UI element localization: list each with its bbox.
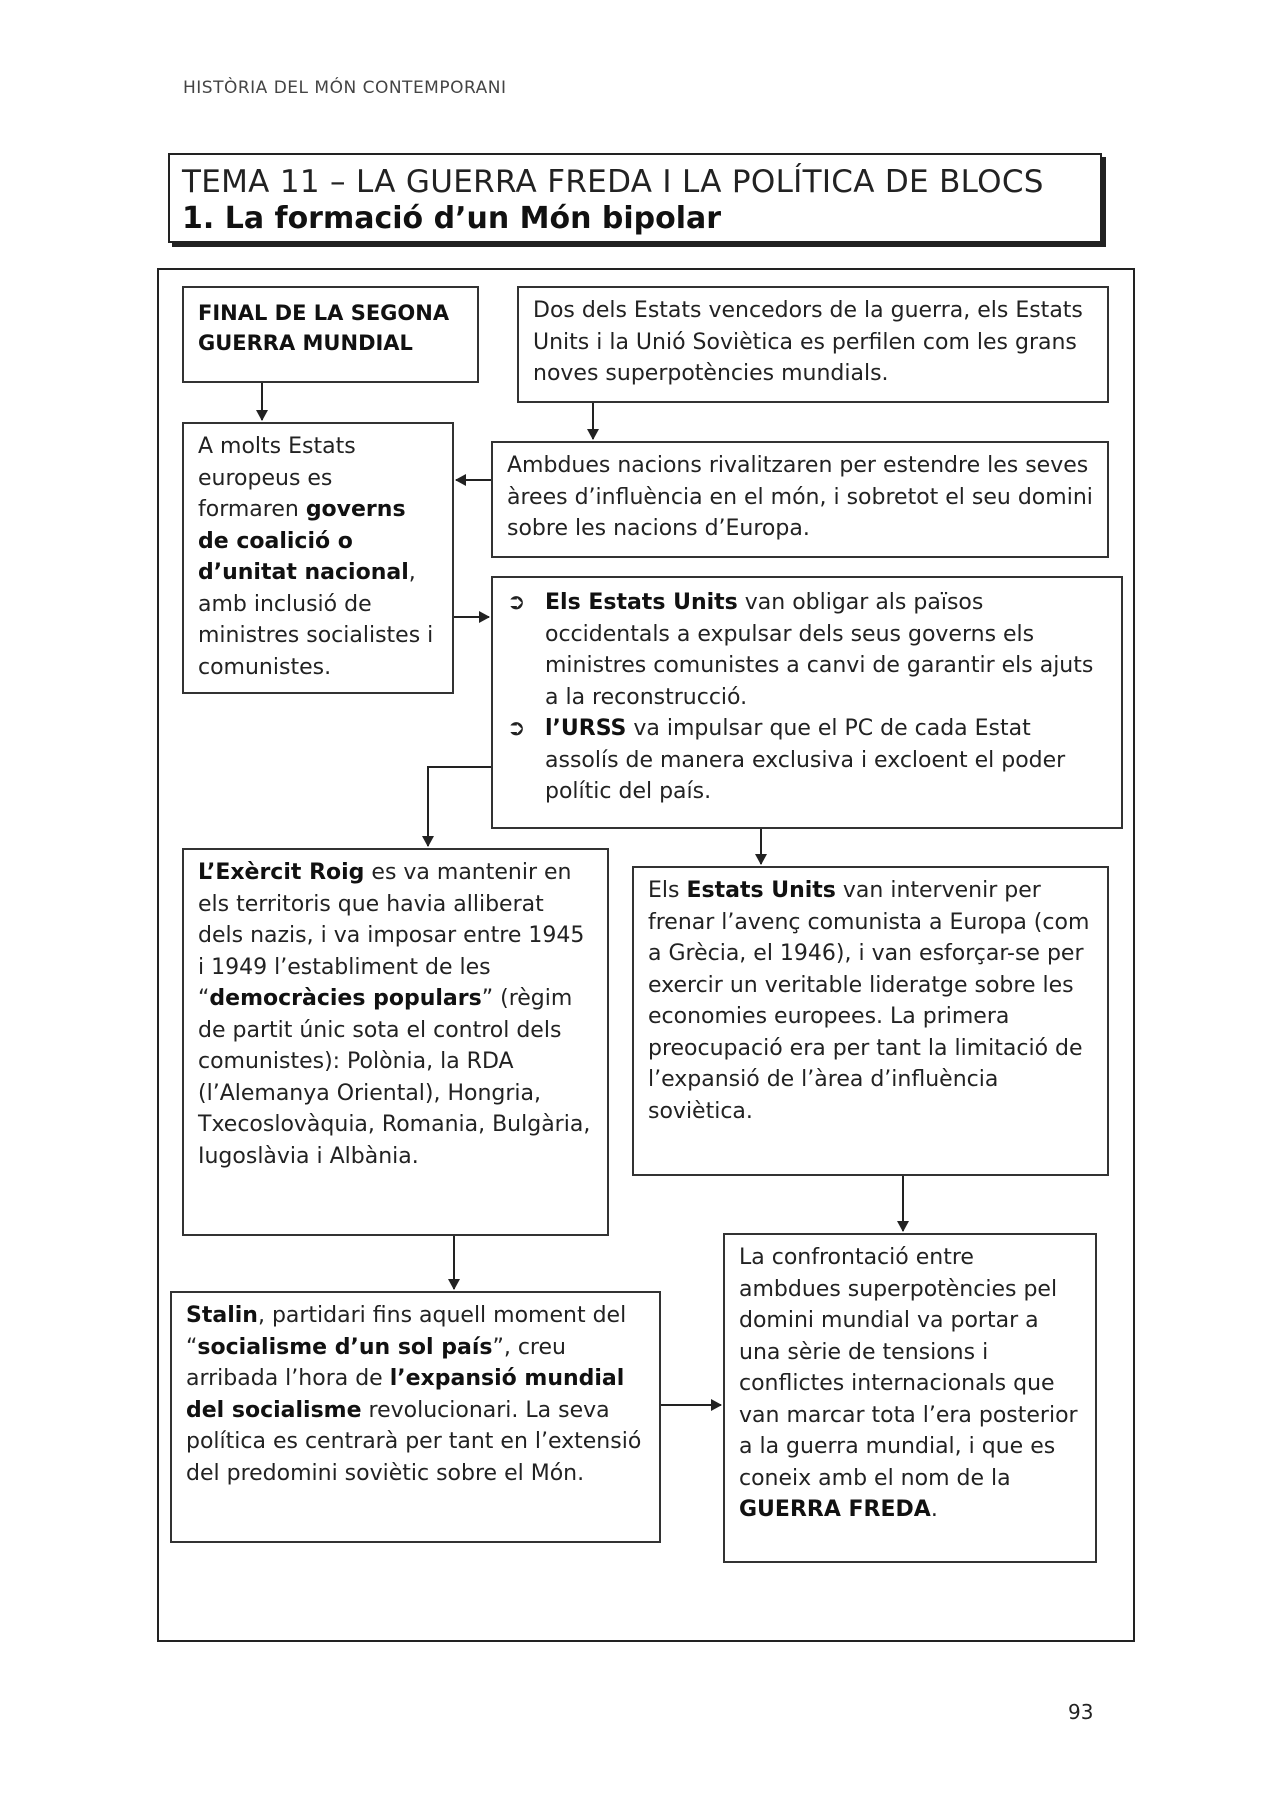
bold-span: democràcies populars [209,986,482,1011]
box-rivalitat-text: Ambdues nacions rivalitzaren per estendre les seves àrees d’influència en el món, i sobretot el seu domini sobre les nacions d’Europa. [507,453,1093,541]
text-span: ” (règim de partit únic sota el control dels comunistes): Polònia, la RDA (l’Alemanya Oriental), Hongria, Txecoslovàquia, Romania, Bulgària, Iugoslàvia i Albània. [198,986,591,1169]
box-superpotencies-text: Dos dels Estats vencedors de la guerra, els Estats Units i la Unió Soviètica es perfilen com les grans noves superpotències mundials. [533,298,1083,386]
text-span: van intervenir per frenar l’avenç comunista a Europa (com a Grècia, el 1946), i van esforçar-se per exercir un veritable lideratge sobre les economies europees. La primera preocupació era per tant la limitació de l’expansió de l’àrea d’influència soviètica. [648,878,1090,1124]
box-governs-coalicio [182,422,454,694]
bullet-urss [507,713,1107,808]
section-title: 1. La formació d’un Món bipolar [182,201,722,236]
text-span: A molts Estats europeus es formaren [198,434,356,522]
bold-span: Estats Units [686,878,836,903]
text-span: , partidari fins aquell moment del “ [186,1303,627,1360]
content [545,587,1107,713]
bold-span: l’URSS [545,716,627,741]
bold-span: GUERRA FREDA [739,1497,931,1522]
bold-span: Els Estats Units [545,590,738,615]
arrow-circle-right-icon: ➲ [507,590,526,615]
text-span: Els [648,878,687,903]
box-intervencio-eu [632,866,1109,1176]
chapter-title-box [168,153,1102,243]
text-span: ”, creu arribada l’hora de [186,1334,566,1391]
chapter-title: TEMA 11 – LA GUERRA FREDA I LA POLÍTICA DE BLOCS [182,164,1044,200]
box-final-guerra-text: FINAL DE LA SEGONA GUERRA MUNDIAL [198,301,450,355]
arrow-circle-right-icon: ➲ [507,716,526,741]
box-superpotencies [517,286,1109,403]
text-span: va impulsar que el PC de cada Estat assolís de manera exclusiva i excloent el poder polític del país. [545,716,1066,804]
bold-span: L’Exèrcit Roig [198,860,365,885]
text-span: La confrontació entre ambdues superpotències pel domini mundial va portar a una sèrie de tensions i conflictes internacionals que van marcar tota l’era posterior a la guerra mundial, i que es coneix amb el nom de la [739,1245,1078,1491]
running-header: HISTÒRIA DEL MÓN CONTEMPORANI [183,78,507,98]
text-span: revolucionari. La seva política es centrarà per tant en l’extensió del predomini soviètic sobre el Món. [186,1397,642,1486]
box-rivalitat [491,441,1109,558]
box-guerra-freda [723,1233,1097,1563]
text-span: es va mantenir en els territoris que havia alliberat dels nazis, i va imposar entre 1945 i 1949 l’establiment de les “ [198,860,585,1011]
page-number: 93 [1068,1700,1094,1724]
text-span: van obligar als països occidentals a expulsar dels seus governs els ministres comunistes a canvi de garantir els ajuts a la reconstrucció. [545,590,1094,710]
bold-span: governs de coalició o d’unitat nacional [198,497,409,585]
content [545,713,1107,808]
box-blocs [491,576,1123,829]
text-span: . [930,1497,938,1522]
bold-span: Stalin [186,1303,258,1328]
box-exercit-roig [182,848,609,1236]
text-span: , amb inclusió de ministres socialistes i comunistes. [198,560,434,680]
bold-span: l’expansió mundial del socialisme [186,1366,625,1423]
bold-span: socialisme d’un sol país [197,1334,493,1360]
box-stalin [170,1291,661,1543]
box-final-guerra [182,286,479,383]
bullet-estats-units [507,587,1107,713]
